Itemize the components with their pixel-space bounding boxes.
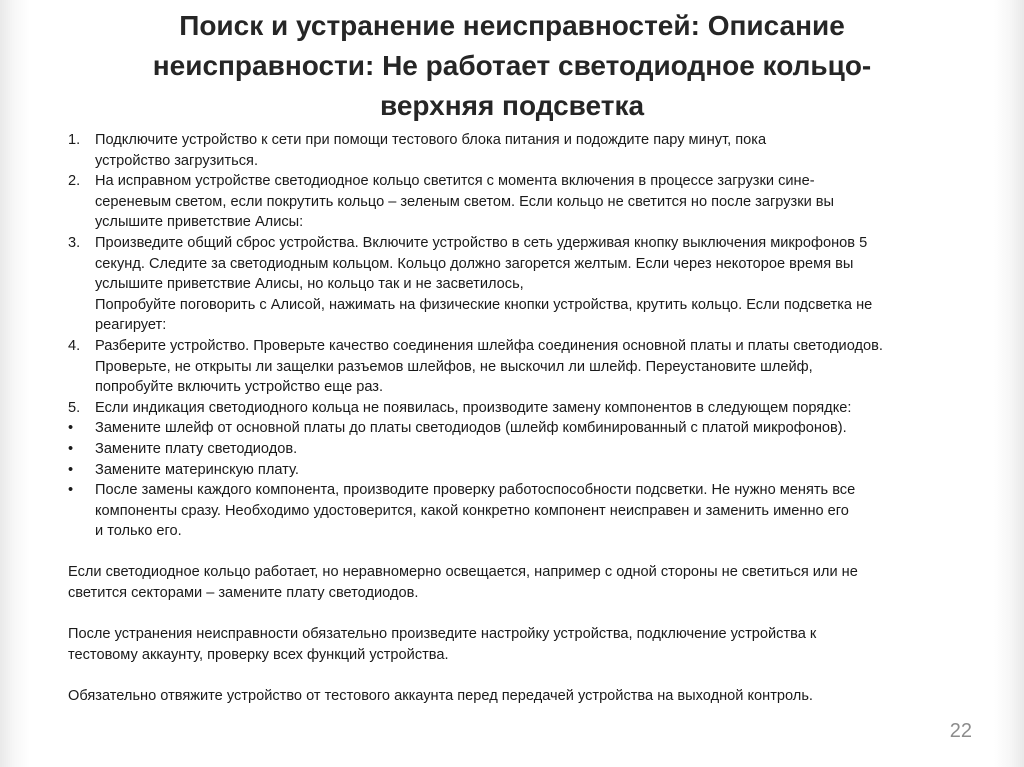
step-item — [68, 398, 948, 419]
step-item — [68, 171, 948, 233]
step-line: Попробуйте поговорить с Алисой, нажимать на физические кнопки устройства, крутить кольцо. Если подсветка не — [95, 296, 873, 313]
bullet-marker: • — [68, 461, 74, 478]
spacer — [68, 665, 948, 686]
step-line: реагирует: — [95, 317, 167, 334]
list-marker: 5. — [68, 399, 81, 416]
title-line: верхняя подсветка — [379, 90, 645, 121]
steps-list — [68, 130, 948, 542]
slide-title — [60, 6, 964, 126]
step-line: устройство загрузиться. — [95, 152, 259, 169]
page-number: 22 — [949, 720, 972, 742]
step-item — [68, 336, 948, 398]
paragraph-line: светится секторами – замените плату светодиодов. — [68, 585, 419, 602]
bullet-line: Замените материнскую плату. — [95, 461, 299, 478]
paragraph-line: Если светодиодное кольцо работает, но неравномерно освещается, например с одной стороны не светиться или не — [68, 564, 858, 581]
bullet-item — [68, 460, 948, 481]
paragraph-line: тестовому аккаунту, проверку всех функций устройства. — [68, 646, 449, 663]
step-line: На исправном устройстве светодиодное кольцо светится с момента включения в процессе загрузки сине- — [95, 173, 815, 190]
note-paragraph — [68, 624, 948, 665]
bullet-item — [68, 418, 948, 439]
title-line: неисправности: Не работает светодиодное кольцо- — [152, 50, 872, 81]
step-line: Подключите устройство к сети при помощи тестового блока питания и подождите пару минут, пока — [95, 132, 767, 148]
step-item — [68, 130, 948, 171]
bullet-item — [68, 439, 948, 460]
step-line: услышите приветствие Алисы, но кольцо так и не засветилось, — [95, 276, 524, 293]
step-line: Если индикация светодиодного кольца не появилась, производите замену компонентов в следующем порядке: — [95, 399, 852, 416]
spacer — [68, 604, 948, 625]
bullet-line: и только его. — [95, 523, 182, 540]
list-marker: 2. — [68, 173, 81, 190]
bullet-marker: • — [68, 440, 74, 457]
step-line: Проверьте, не открыты ли защелки разъемов шлейфов, не выскочил ли шлейф. Переустановите шлейф, — [95, 358, 813, 375]
step-line: услышите приветствие Алисы: — [95, 214, 304, 231]
step-line: попробуйте включить устройство еще раз. — [95, 379, 384, 396]
list-marker: 3. — [68, 234, 81, 251]
step-line: Разберите устройство. Проверьте качество соединения шлейфа соединения основной платы и платы светодиодов. — [95, 337, 883, 354]
step-line: секунд. Следите за светодиодным кольцом. Кольцо должно загорется желтым. Если через некоторое время вы — [95, 255, 854, 272]
paragraph-line: Обязательно отвяжите устройство от тестового аккаунта перед передачей устройства на выходной контроль. — [68, 688, 813, 705]
bullet-line: Замените шлейф от основной платы до платы светодиодов (шлейф комбинированный с платой микрофонов). — [95, 420, 847, 437]
list-marker: 4. — [68, 337, 81, 354]
slide-body — [68, 130, 948, 707]
bullet-marker: • — [68, 482, 74, 499]
spacer — [68, 542, 948, 563]
step-line: Произведите общий сброс устройства. Включите устройство в сеть удерживая кнопку выключения микрофонов 5 — [95, 234, 868, 251]
step-line: сереневым светом, если покрутить кольцо – зеленым светом. Если кольцо не светится но после загрузки вы — [95, 193, 835, 210]
bullet-marker: • — [68, 420, 74, 437]
note-paragraph — [68, 562, 948, 603]
bullet-item — [68, 480, 948, 542]
step-item — [68, 233, 948, 336]
title-line: Поиск и устранение неисправностей: Описание — [179, 10, 845, 41]
bullet-line: Замените плату светодиодов. — [95, 440, 298, 457]
bullet-line: компоненты сразу. Необходимо удостоверится, какой конкретно компонент неисправен и заменить именно его — [95, 502, 849, 519]
list-marker: 1. — [68, 132, 81, 148]
paragraph-line: После устранения неисправности обязательно произведите настройку устройства, подключение устройства к — [68, 626, 817, 643]
bullet-line: После замены каждого компонента, производите проверку работоспособности подсветки. Не нужно менять все — [95, 482, 856, 499]
note-paragraph — [68, 686, 948, 707]
